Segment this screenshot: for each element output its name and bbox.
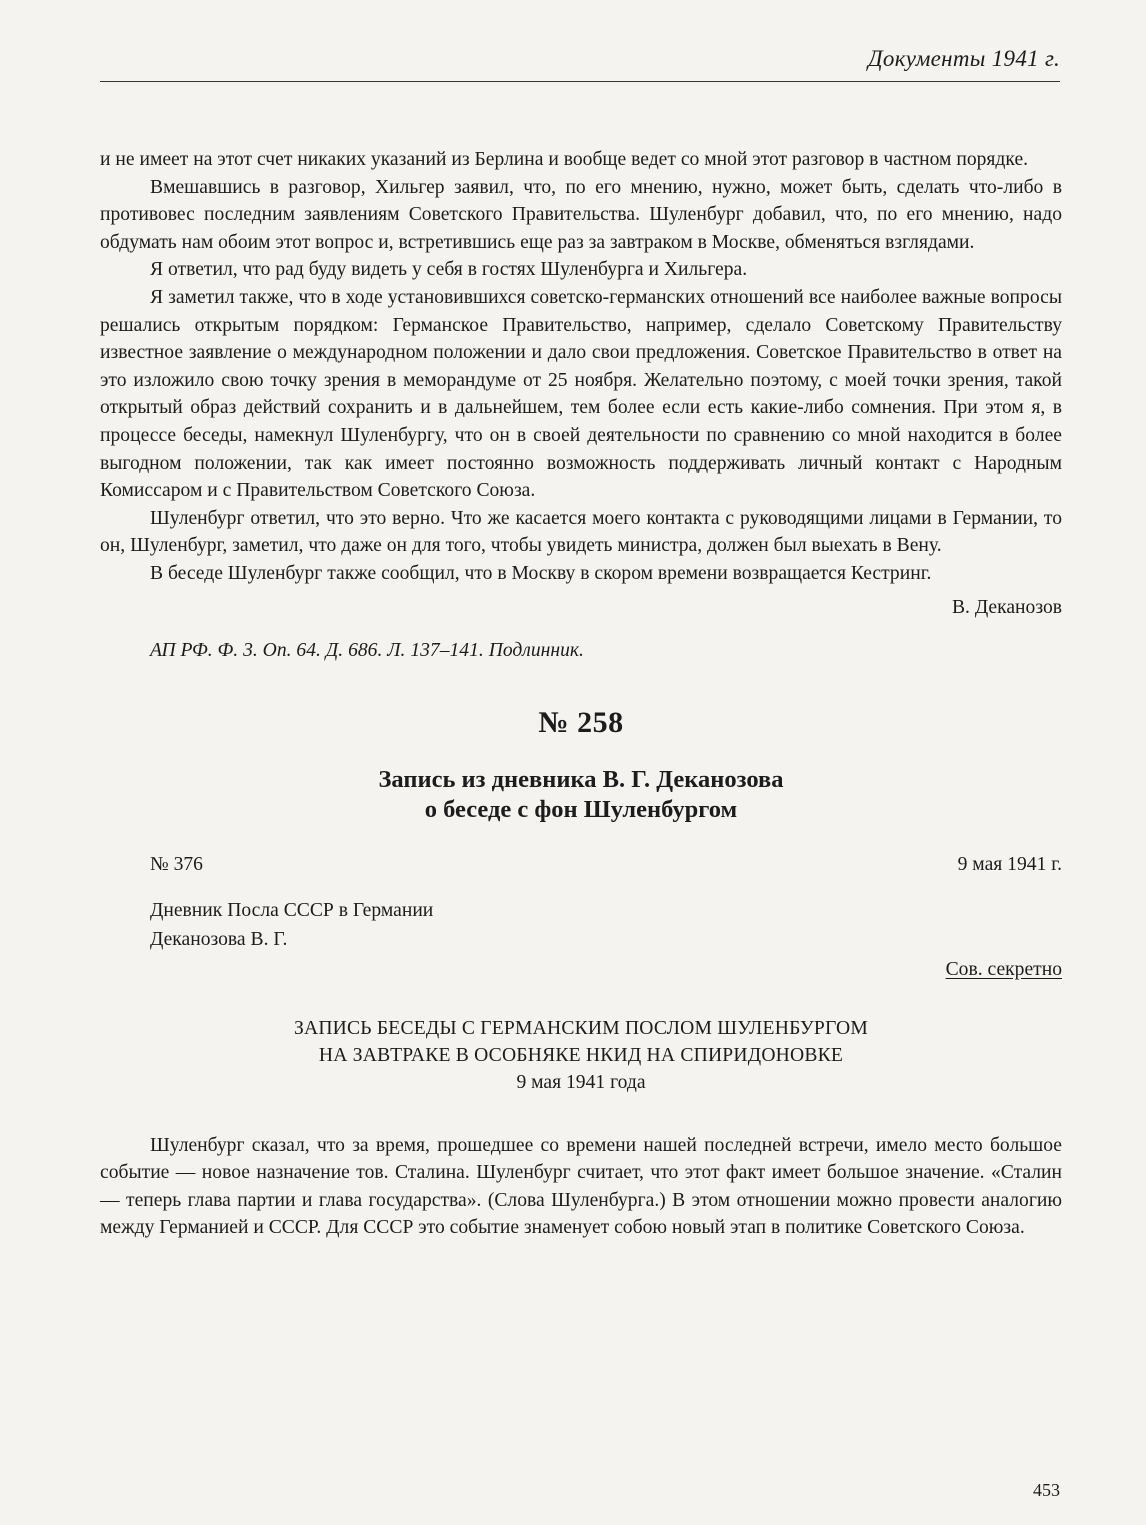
classification-stamp [100, 956, 1062, 983]
record-heading-line: НА ЗАВТРАКЕ В ОСОБНЯКЕ НКИД НА СПИРИДОНОВКЕ [318, 1044, 844, 1066]
paragraph: В беседе Шуленбург также сообщил, что в Москву в скором времени возвращается Кестринг. [150, 562, 932, 584]
paragraph: Я заметил также, что в ходе установившихся советско-германских отношений все наиболее важные вопросы решались открытым порядком: Германское Правительство, например, сделало Советскому Правительству известное заявление о международном положении и дало свои предложения. Советское Правительство в ответ на это изложило свою точку зрения в меморандуме от 25 ноября. Желательно поэтому, с моей точки зрения, такой открытый образ действий сохранить и в дальнейшем, тем более если есть какие-либо сомнения. При этом я, в процессе беседы, намекнул Шуленбургу, что он в своей деятельности по сравнению со мной находится в более выгодном положении, так как имеет постоянно возможность поддерживать личный контакт с Народным Комиссаром и с Правительством Советского Союза. [100, 286, 1062, 502]
diary-heading [100, 896, 1062, 954]
record-date: 9 мая 1941 года [516, 1071, 646, 1093]
diary-line: Деканозова В. Г. [150, 928, 288, 950]
paragraph: Вмешавшись в разговор, Хильгер заявил, что, по его мнению, нужно, может быть, сделать что-либо в противовес последним заявлениям Советского Правительства. Шуленбург добавил, что, по его мнению, надо обдумать нам обоим этот вопрос и, встретившись еще раз за завтраком в Москве, обменяться взглядами. [100, 176, 1062, 253]
record-heading-line: ЗАПИСЬ БЕСЕДЫ С ГЕРМАНСКИМ ПОСЛОМ ШУЛЕНБУРГОМ [293, 1017, 869, 1039]
archive-reference: АП РФ. Ф. 3. Оп. 64. Д. 686. Л. 137–141. Подлинник. [150, 640, 584, 662]
diary-line: Дневник Посла СССР в Германии [150, 899, 434, 921]
running-head: Документы 1941 г. [867, 46, 1060, 71]
page-number: 453 [1033, 1480, 1060, 1500]
header-rule [100, 81, 1060, 82]
document-title [100, 765, 1062, 825]
document-meta [100, 851, 1062, 878]
document-number: № 258 [538, 705, 624, 739]
document-date: 9 мая 1941 г. [957, 853, 1062, 875]
classification-label: Сов. секретно [945, 958, 1062, 980]
record-heading [100, 1015, 1062, 1069]
paragraph-continuation: и не имеет на этот счет никаких указаний из Берлина и вообще ведет со мной этот разговор в частном порядке. [100, 149, 1029, 170]
paragraph: Шуленбург сказал, что за время, прошедшее со времени нашей последней встречи, имело место большое событие — новое назначение тов. Сталина. Шуленбург считает, что этот факт имеет большое значение. «Сталин — теперь глава партии и глава государства». (Слова Шуленбурга.) В этом отношении можно провести аналогию между Германией и СССР. Для СССР это событие знаменует собою новый этап в политике Советского Союза. [100, 1134, 1062, 1239]
signature: В. Деканозов [951, 596, 1062, 618]
registration-number: № 376 [150, 853, 203, 875]
page-body [100, 146, 1062, 1242]
document-title-line: Запись из дневника В. Г. Деканозова [378, 765, 784, 793]
document-title-line: о беседе с фон Шуленбургом [424, 795, 738, 823]
paragraph: Я ответил, что рад буду видеть у себя в гостях Шуленбурга и Хильгера. [150, 259, 748, 281]
paragraph: Шуленбург ответил, что это верно. Что же касается моего контакта с руководящими лицами в Германии, то он, Шуленбург, заметил, что даже он для того, чтобы увидеть министра, должен был выехать в Вену. [100, 507, 1062, 557]
